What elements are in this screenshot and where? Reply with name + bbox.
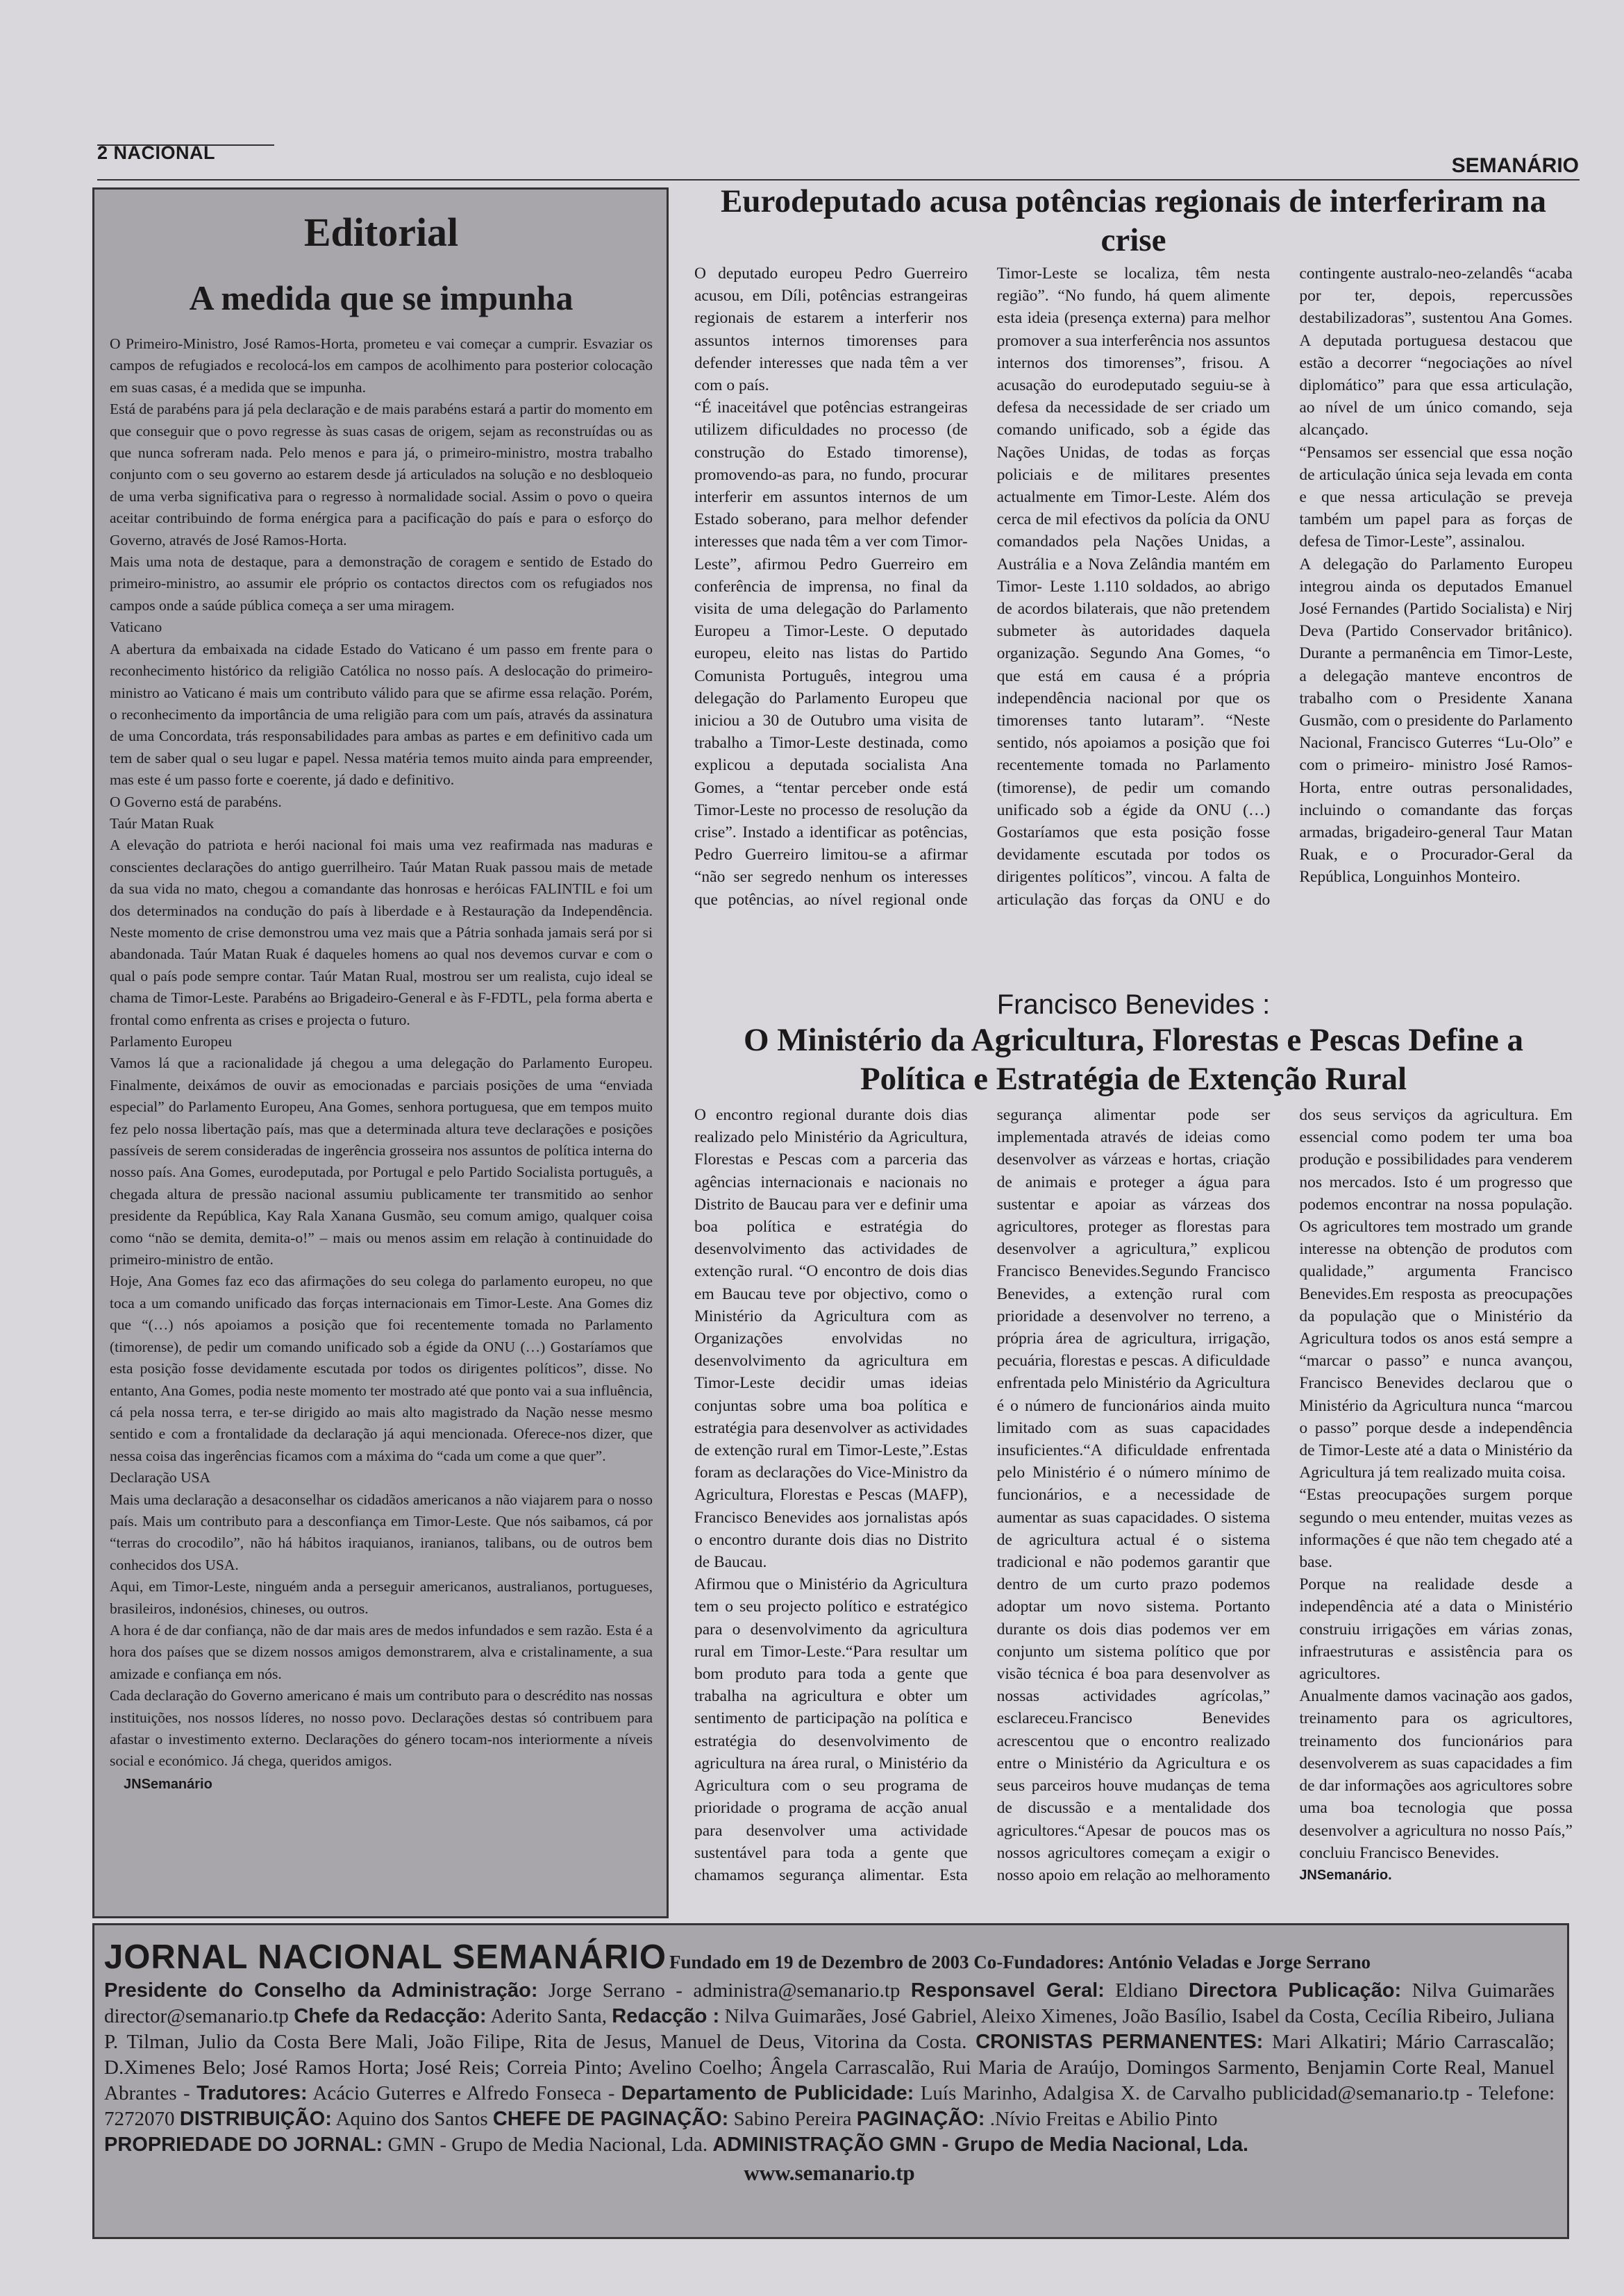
credit-label: DISTRIBUIÇÃO: [179,2108,332,2130]
credit-value: Aquino dos Santos [331,2108,493,2130]
editorial-section-heading: Parlamento Europeu [110,1033,233,1050]
credit-value: Nilva Guimarães director@semanario.tp [104,1979,1555,2027]
credit-label: PROPRIEDADE DO JORNAL: [104,2134,383,2156]
editorial-paragraph: A hora é de dar confiança, não de dar mais ares de medos infundados e sem razão. Esta é a hora dos países que se dizem nossos amigos demonstrarem, alva e cristalinamente, a sua amizade e confiança em nós. [110,1621,653,1682]
editorial-title: Editorial [303,210,459,255]
credit-value: GMN - Grupo de Media Nacional, Lda. [383,2134,713,2156]
credit-label: Chefe da Redacção: [294,2005,487,2027]
editorial-subtitle: A medida que se impunha [189,278,574,317]
paper-name-header: SEMANÁRIO [1451,154,1579,177]
credit-value: Acácio Guterres e Alfredo Fonseca - [307,2082,621,2104]
credit-value: Jorge Serrano - administra@semanario.tp [537,1979,911,2002]
editorial-section-heading: Vaticano [110,619,162,636]
section-label: 2 NACIONAL [97,142,216,163]
article2-paragraph: Anualmente damos vacinação aos gados, treinamento para os agricultores, treinamento dos funcionários para desenvolverem as suas capacidades a fim de dar informações aos agricultores sobre uma boa tecnologia que possa desenvolver a agricultura no nosso País,” concluiu Francisco Benevides. [1299,1687,1573,1862]
credit-value: Sabino Pereira [728,2108,857,2130]
editorial-paragraph: O Governo está de parabéns. [110,793,282,810]
editorial-paragraph: Mais uma declaração a desaconselhar os cidadãos americanos a não viajarem para o nosso país. Mais um contributo para a desconfiança em Timor-Leste. Que nós saibamos, cá por “terras do crocodilo”, não há hábitos iraquianos, iranianos, talibans, ou de outros bem conhecidos dos USA. [110,1491,653,1573]
editorial-signature: JNSemanário [124,1776,212,1792]
credit-value: Nilva Guimarães, José Gabriel, Aleixo Ximenes, João Basílio, Isabel da Costa, Cecília Ribeiro, Juliana P. Tilman, Julio da Costa Bere Mali, João Filipe, Rita de Jesus, Manuel de Deus, Vitorina da Costa. [104,2005,1555,2053]
article2-body [694,1104,1573,1916]
credit-value: Mari Alkatiri; Mário Carrascalão; D.Ximenes Belo; José Ramos Horta; José Reis; Correia Pinto; Avelino Coelho; Ângela Carrascalão, Rui Maria de Araújo, Domingos Sarmento, Benjamin Corte Real, Manuel Abrantes - [104,2031,1555,2104]
credit-label: Directora Publicação: [1188,1979,1402,2002]
editorial-paragraph: A elevação do patriota e herói nacional foi mais uma vez reafirmada nas maduras e conscientes declarações do antigo guerrilheiro. Taúr Matan Ruak passou mais de metade da sua vida no mato, chegou a comandante das honrosas e heróicas FALINTIL e foi um dos determinados na condução do país à liberdade e à Restauração da Independência. Neste momento de crise demonstrou uma vez mais que a Pátria sonhada jamais será por si abandonada. Taúr Matan Ruak é daqueles homens ao qual nos devemos curvar e com o qual o país pode sempre contar. Taúr Matan Rual, mostrou ser um realista, cujo ideal se chama de Timor-Leste. Parabéns ao Brigadeiro-General e às F-FDTL, pela forma aberta e frontal como enfrenta as crises e projecta o futuro. [110,837,653,1028]
header-rule [97,179,1580,181]
article1-paragraph: “Pensamos ser essencial que essa noção de articulação única seja levada em conta e que nessa articulação se preveja também um papel para as forças de defesa de Timor-Leste”, assinalou. [1299,443,1573,551]
editorial-paragraph: Vamos lá que a racionalidade já chegou a uma delegação do Parlamento Europeu. Finalmente, deixámos de ouvir as emocionadas e parciais posições de uma “enviada especial” do Parlamento Europeu, Ana Gomes, senhora portuguesa, que em tempos muito fez pelo nossa libertação país, mas que a determinada altura teve declarações e posições passíveis de serem consideradas de ingerência grosseira nos assuntos de política interna do nosso país. Ana Gomes, eurodeputada, por Portugal e pelo Partido Socialista português, a chegada altura de pressão nacional assumiu publicamente ter transmitido ao senhor presidente da República, Kay Rala Xanana Gusmão, seu comum amigo, qualquer coisa como “não se demita, demita-o!” – mais ou menos assim em relação à continuidade do primeiro-ministro de então. [110,1055,653,1268]
credit-label: Redacção : [612,2005,720,2027]
editorial-section-heading: Taúr Matan Ruak [110,814,215,832]
article2-paragraph: Porque na realidade desde a independência até a data o Ministério construiu irrigações em várias zonas, infraestruturas e assistência para os agricultores. [1299,1575,1573,1684]
article2-paragraph: Afirmou que o Ministério da Agricultura tem o seu projecto político e estratégico para o desenvolvimento da agricultura rural em Timor-Leste.“Para resultar um bom produto para toda a gente que trabalha na agricultura e obter um sentimento de participação na política e estratégia do desenvolvimento de agricultura na área rural, o Ministério da Agricultura com o seu programa de prioridade o programa de acção anual para desenvolver uma actividade sustentável para toda a gente que chamamos segurança alimentar. Esta segurança alimentar pode ser implementada através de ideias como desenvolver as várzeas e hortas, criação de animais e proteger a água para sustentar e apoiar as várzeas dos agricultores, proteger as florestas para desenvolver a agricultura,” explicou Francisco Benevides.Segundo Francisco Benevides, a extenção rural com prioridade a desenvolver no terreno, a própria área de agricultura, irrigação, pecuária, florestas e pescas. A dificuldade enfrentada pelo Ministério da Agricultura é o número de funcionários ainda muito limitado com as suas capacidades insuficientes.“A dificuldade enfrentada pelo Ministério é o número mínimo de funcionários, e a necessidade de aumentar as suas capacidades. O sistema de agricultura actual é o sistema tradicional e não podemos garantir que dentro de um curto prazo podemos adoptar um novo sistema. Portanto durante os dois dias podemos ver em conjunto um sistema político que por visão técnica é boa para desenvolver as nossas actividades agrícolas,” esclareceu.Francisco Benevides acrescentou que o encontro realizado entre o Ministério da Agricultura e os seus parceiros houve mudanças de tema de discussão e a mentalidade dos agricultores.“Apesar de poucos mas os nossos agricultores começam a exigir o nosso apoio em relação ao melhoramento dos seus serviços da agricultura. Em essencial como podem ter uma boa produção e possibilidades para venderem nos mercados. Isto é um progresso que podemos encontrar na nossa população. Os agricultores tem mostrado um grande interesse na obtenção de produtos com qualidade,” argumenta Francisco Benevides.Em resposta as preocupações da população que o Ministério da Agricultura todos os anos está sempre a “marcar o passo” e nunca avançou, Francisco Benevides declarou que o Ministério da Agricultura nunca “marcou o passo” porque desde a independência de Timor-Leste até a data o Ministério da Agricultura já tem realizado muita coisa. [694,1106,1573,1884]
credit-label: Presidente do Conselho da Administração: [104,1979,538,2002]
article1-headline: Eurodeputado acusa potências regionais de interferiram na crise [721,183,1546,258]
credit-value: Luís Marinho, Adalgisa X. de Carvalho publicidad@semanario.tp - Telefone: 7272070 [104,2082,1555,2130]
editorial-box [92,187,669,1918]
masthead-title-line [104,1938,1555,1977]
editorial-paragraph: Está de parabéns para já pela declaração e de mais parabéns estará a partir do momento em que conseguir que o povo regresse às suas casas de origem, sejam as reconstruídas ou as que nunca sofreram nada. Pelo menos e para já, o primeiro-ministro, mostra trabalho conjunto com o seu governo ao estarem desde já articulados na solução e no desbloqueio de uma verba significativa para o regresso à normalidade social. Assim o povo o queira aceitar contribuindo de forma enérgica para a pacificação do país e para o esforço do Governo, através de José Ramos-Horta. [110,401,653,548]
masthead-name: JORNAL NACIONAL SEMANÁRIO [104,1938,667,1976]
masthead-box [92,1923,1569,2239]
article2-paragraph: O encontro regional durante dois dias realizado pelo Ministério da Agricultura, Florestas e Pescas com a parceria das agências internacionais e nacionais no Distrito de Baucau para ver e definir uma boa política e estratégia do desenvolvimento das actividades de extenção rural. “O encontro de dois dias em Baucau teve por objectivo, como o Ministério da Agricultura com as Organizações envolvidas no desenvolvimento da agricultura em Timor-Leste decidir umas ideias conjuntas sobre uma boa política e estratégia para desenvolver as actividades de extenção rural em Timor-Leste,”.Estas foram as declarações do Vice-Ministro da Agricultura, Florestas e Pescas (MAFP), Francisco Benevides aos jornalistas após o encontro durante dois dias no Distrito de Baucau. [694,1106,968,1572]
editorial-paragraph: O Primeiro-Ministro, José Ramos-Horta, prometeu e vai começar a cumprir. Esvaziar os campos de refugiados e recolocá-los em campos de acolhimento para posterior colocação em suas casas, é a medida que se impunha. [110,335,653,396]
editorial-body [110,333,653,1773]
credit-value: .Nívio Freitas e Abilio Pinto [985,2108,1218,2130]
credit-label: Tradutores: [196,2082,308,2104]
editorial-paragraph: Aqui, em Timor-Leste, ninguém anda a perseguir americanos, australianos, portugueses, brasileiros, indonésios, chineses, ou outros. [110,1578,653,1617]
editorial-paragraph: Cada declaração do Governo americano é mais um contributo para o descrédito nas nossas instituições, nos nossos líderes, no nosso povo. Declarações destas só contribuem para afastar o investimento externo. Declarações do género tocam-nos interiormente a níveis social e económico. Já chega, queridos amigos. [110,1687,653,1770]
credit-label: PAGINAÇÃO: [856,2108,985,2130]
editorial-paragraph: A abertura da embaixada na cidade Estado do Vaticano é um passo em frente para o reconhecimento histórico da religião Católica no nosso país. A deslocação do primeiro-ministro ao Vaticano é mais um contributo válido para que se afirme essa relação. Porém, o reconhecimento da importância de uma religião para com um país, através da assinatura de uma Concordata, trás responsabilidades para ambas as partes e em definitivo cada um tem de saber qual o seu lugar e papel. Nessa matéria temos muito ainda para empreender, mas este é um passo forte e coerente, já dado e definitivo. [110,640,653,789]
article1-body [694,262,1573,981]
article1-paragraph: O deputado europeu Pedro Guerreiro acusou, em Díli, potências estrangeiras regionais de estarem a interferir nos assuntos internos timorenses para defender interesses que nada têm a ver com o país. [694,265,968,395]
article2-paragraph: “Estas preocupações surgem porque segundo o meu entender, muitas vezes as informações é que não tem chegado até a base. [1299,1486,1573,1572]
article2-byline: Francisco Benevides : [996,989,1271,1020]
credit-label: ADMINISTRAÇÃO GMN - Grupo de Media Nacional, Lda. [712,2134,1249,2156]
editorial-section-heading: Declaração USA [110,1469,211,1486]
masthead-founded: Fundado em 19 de Dezembro de 2003 Co-Fundadores: António Veladas e Jorge Serrano [669,1952,1371,1972]
credit-label: Departamento de Publicidade: [621,2082,914,2104]
masthead-website: www.semanario.tp [744,2161,915,2185]
credit-value: Aderito Santa, [486,2005,612,2027]
article1-paragraph: A delegação do Parlamento Europeu integrou ainda os deputados Emanuel José Fernandes (Partido Socialista) e Nirj Deva (Partido Conservador britânico). Durante a permanência em Timor-Leste, a delegação manteve encontros de trabalho com o Presidente Xanana Gusmão, com o presidente do Parlamento Nacional, Francisco Guterres “Lu-Olo” e com o primeiro- ministro José Ramos-Horta, entre outras personalidades, incluindo o comandante das forças armadas, brigadeiro-general Taur Matan Ruak, e o Procurador-Geral da República, Longuinhos Monteiro. [1299,555,1573,887]
credit-label: Responsavel Geral: [910,1979,1105,2002]
credit-value: Eldiano [1104,1979,1189,2002]
editorial-paragraph: Hoje, Ana Gomes faz eco das afirmações do seu colega do parlamento europeu, no que toca a um comando unificado das forças internacionais em Timor-Leste. Ana Gomes diz que “(…) nós apoiamos a posição que foi recentemente tomada no Parlamento (timorense), de pedir um comando unificado sob a égide da ONU (…) Gostaríamos que esta posição fosse devidamente escutada por todos os dirigentes políticos”, disse. No entanto, Ana Gomes, podia neste momento ter mostrado até que ponto vai a sua influência, cá pela nossa terra, e ter-se dirigido ao mais alto magistrado da Nação nesse mesmo sentido e com a frontalidade da declaração já aqui mencionada. Oferece-nos dizer, que nessa coisa das ingerências ficamos com a máxima do “cada um come a que quer”. [110,1273,653,1464]
credit-label: CHEFE DE PAGINAÇÃO: [492,2108,729,2130]
credit-label: CRONISTAS PERMANENTES: [976,2031,1264,2053]
editorial-paragraph: Mais uma nota de destaque, para a demonstração de coragem e sentido de Estado do primeiro-ministro, ao assumir ele próprio os contactos directos com os refugiados nos campos onde a saúde pública começa a ser uma miragem. [110,553,653,614]
article2-signature: JNSemanário. [1299,1867,1392,1883]
article2-headline: O Ministério da Agricultura, Florestas e Pescas Define a Política e Estratégia de Extenção Rural [743,1022,1524,1097]
masthead-credits [104,1978,1555,2158]
article1-paragraph: “É inaceitável que potências estrangeiras utilizem dificuldades no processo (de construção do Estado timorense), promovendo-as para, no fundo, procurar interferir em assuntos internos de um Estado soberano, para melhor defender interesses que nada têm a ver com Timor-Leste”, afirmou Pedro Guerreiro em conferência de imprensa, no final da visita de uma delegação do Parlamento Europeu a Timor-Leste. O deputado europeu, eleito nas listas do Partido Comunista Português, integrou uma delegação do Parlamento Europeu que iniciou a 30 de Outubro uma visita de trabalho a Timor-Leste destinada, como explicou a deputada socialista Ana Gomes, a “tentar perceber onde está Timor-Leste no processo de resolução da crise”. Instado a identificar as potências, Pedro Guerreiro limitou-se a afirmar “não ser segredo nenhum os interesses que potências, ao nível regional onde Timor-Leste se localiza, têm nesta região”. “No fundo, há quem alimente esta ideia (presença externa) para melhor promover a sua interferência nos assuntos internos dos timorenses”, frisou. A acusação do eurodeputado seguiu-se à defesa da necessidade de ser criado um comando unificado, sob a égide das Nações Unidas, de todas as forças policiais e de militares presentes actualmente em Timor-Leste. Além dos cerca de mil efectivos da polícia da ONU comandados pela Nações Unidas, a Austrália e a Nova Zelândia mantém em Timor- Leste 1.110 soldados, ao abrigo de acordos bilaterais, que não pretendem submeter às autoridades daquela organização. Segundo Ana Gomes, “o que está em causa é a própria independência nacional por que os timorenses tanto lutaram”. “Neste sentido, nós apoiamos a posição que foi recentemente tomada no Parlamento (timorense), de pedir um comando unificado sob a égide da ONU (…) Gostaríamos que esta posição fosse devidamente escutada por todos os dirigentes políticos”, vincou. A falta de articulação das forças da ONU e do contingente australo-neo-zelandês “acaba por ter, depois, repercussões destabilizadoras”, sustentou Ana Gomes. A deputada portuguesa destacou que estão a decorrer “negociações ao nível diplomático” para que essa articulação, ao nível de um único comando, seja alcançado. [694,265,1573,909]
